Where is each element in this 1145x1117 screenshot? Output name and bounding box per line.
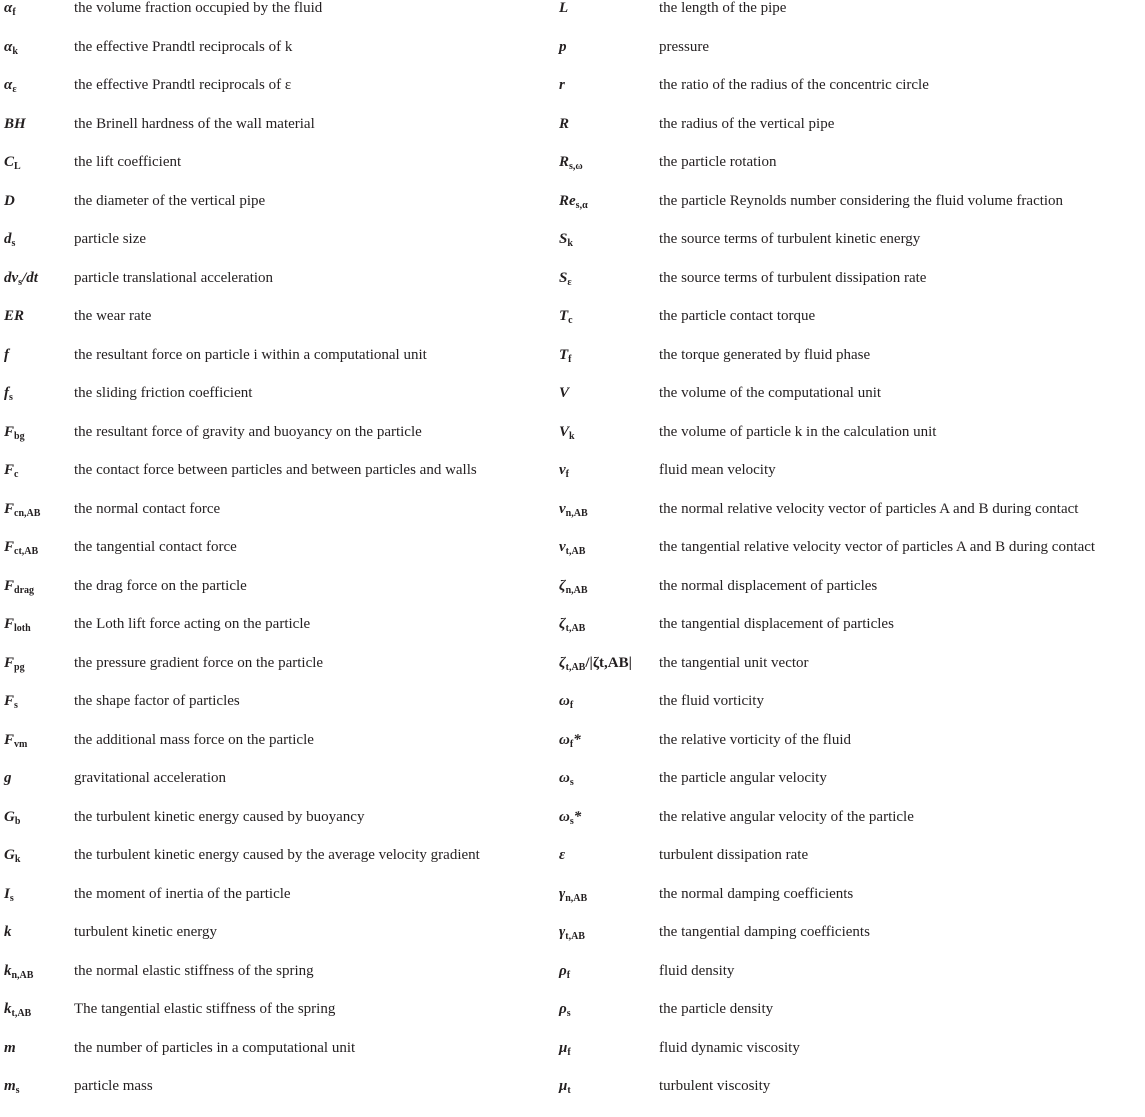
symbol-subscript: k bbox=[569, 430, 575, 442]
symbol bbox=[559, 732, 581, 748]
symbol-subscript: s bbox=[14, 700, 18, 711]
nomenclature-row bbox=[555, 809, 1145, 848]
symbol-base: dv bbox=[4, 269, 19, 286]
nomenclature-row bbox=[0, 231, 555, 270]
nomenclature-row bbox=[0, 539, 555, 578]
symbol bbox=[4, 116, 26, 132]
symbol-description: the contact force between particles and between particles and walls bbox=[74, 462, 477, 478]
symbol-base: T bbox=[559, 346, 569, 363]
symbol-subscript: ε bbox=[567, 276, 572, 288]
symbol-description: the particle contact torque bbox=[659, 308, 816, 324]
symbol-subscript: t,AB bbox=[565, 546, 586, 557]
symbol bbox=[4, 501, 40, 517]
symbol bbox=[4, 1078, 20, 1094]
symbol bbox=[4, 616, 31, 632]
nomenclature-row bbox=[555, 732, 1145, 771]
nomenclature-row bbox=[555, 886, 1145, 925]
symbol-base: F bbox=[4, 577, 15, 594]
symbol-subscript: bg bbox=[14, 430, 25, 442]
symbol-base: S bbox=[559, 269, 568, 286]
symbol bbox=[559, 886, 587, 902]
symbol bbox=[4, 347, 9, 363]
symbol-description: the shape factor of particles bbox=[74, 693, 240, 709]
symbol-base: γ bbox=[559, 885, 566, 902]
symbol-base: R bbox=[559, 154, 570, 170]
symbol-base: α bbox=[4, 38, 13, 55]
symbol-subscript: L bbox=[14, 161, 21, 172]
symbol-base: ω bbox=[559, 770, 570, 786]
nomenclature-row bbox=[555, 77, 1145, 116]
symbol-base: V bbox=[559, 385, 570, 401]
symbol bbox=[4, 193, 15, 209]
symbol-base: C bbox=[4, 154, 15, 170]
symbol-description: the length of the pipe bbox=[659, 0, 787, 16]
nomenclature-row bbox=[0, 655, 555, 694]
nomenclature-row bbox=[555, 347, 1145, 386]
symbol bbox=[4, 809, 20, 825]
nomenclature-row bbox=[555, 770, 1145, 809]
symbol-description: turbulent dissipation rate bbox=[659, 847, 809, 863]
nomenclature-row bbox=[0, 963, 555, 1002]
symbol-description: the turbulent kinetic energy caused by the average velocity gradient bbox=[74, 847, 480, 863]
nomenclature-row bbox=[555, 693, 1145, 732]
symbol bbox=[4, 539, 38, 555]
symbol-base: T bbox=[559, 308, 569, 324]
symbol-description: the resultant force of gravity and buoyancy on the particle bbox=[74, 423, 422, 440]
symbol-description: the tangential relative velocity vector of particles A and B during contact bbox=[659, 539, 1096, 555]
symbol-base: F bbox=[4, 616, 15, 632]
nomenclature-row bbox=[0, 809, 555, 848]
nomenclature-row bbox=[555, 616, 1145, 655]
symbol-base: m bbox=[4, 1078, 16, 1094]
symbol-base: S bbox=[559, 231, 568, 247]
symbol bbox=[559, 77, 565, 93]
symbol-base: α bbox=[4, 0, 13, 16]
symbol-description: the normal damping coefficients bbox=[659, 885, 854, 902]
symbol-base: m bbox=[4, 1039, 16, 1056]
nomenclature-row bbox=[0, 501, 555, 540]
symbol-subscript: t,AB bbox=[565, 661, 586, 673]
symbol-base: F bbox=[4, 539, 15, 555]
nomenclature-row bbox=[0, 39, 555, 78]
symbol-subscript: n,AB bbox=[11, 969, 34, 981]
symbol bbox=[559, 116, 569, 132]
symbol-subscript: b bbox=[14, 815, 21, 827]
symbol-description: fluid mean velocity bbox=[659, 462, 776, 478]
symbol-description: the additional mass force on the particle bbox=[74, 731, 314, 748]
nomenclature-row bbox=[0, 308, 555, 347]
symbol-suffix: * bbox=[573, 731, 581, 748]
symbol bbox=[559, 1001, 571, 1017]
symbol-base: v bbox=[559, 500, 566, 517]
symbol-base: ρ bbox=[559, 1001, 567, 1017]
symbol-subscript: f bbox=[567, 1046, 571, 1058]
symbol bbox=[559, 308, 573, 324]
symbol bbox=[559, 963, 570, 979]
symbol-subscript: s bbox=[9, 392, 13, 403]
nomenclature-row bbox=[555, 924, 1145, 963]
symbol-description: the resultant force on particle i within a computational unit bbox=[74, 346, 427, 363]
symbol-description: the volume fraction occupied by the fluid bbox=[74, 0, 323, 16]
symbol-description: fluid dynamic viscosity bbox=[659, 1039, 800, 1056]
symbol bbox=[559, 578, 588, 594]
symbol-suffix: /|ζt,AB| bbox=[585, 654, 632, 671]
symbol-description: particle mass bbox=[74, 1078, 153, 1094]
nomenclature-row bbox=[0, 924, 555, 963]
symbol bbox=[4, 231, 15, 247]
symbol-base: L bbox=[559, 0, 569, 16]
symbol-subscript: f bbox=[565, 469, 570, 480]
symbol-description: the particle density bbox=[659, 1001, 774, 1017]
symbol bbox=[559, 1078, 571, 1094]
symbol bbox=[559, 154, 583, 170]
symbol bbox=[559, 1040, 571, 1056]
nomenclature-row bbox=[555, 0, 1145, 39]
symbol-subscript: s bbox=[11, 238, 16, 249]
symbol-base: ω bbox=[559, 693, 570, 709]
symbol-subscript: ct,AB bbox=[14, 546, 39, 557]
symbol-subscript: cn,AB bbox=[14, 507, 41, 519]
symbol bbox=[559, 39, 567, 55]
symbol bbox=[559, 770, 574, 786]
symbol-subscript: f bbox=[12, 7, 16, 18]
symbol bbox=[4, 693, 18, 709]
symbol-base: γ bbox=[559, 924, 566, 940]
symbol-subscript: n,AB bbox=[565, 584, 588, 596]
symbol-description: the tangential unit vector bbox=[659, 654, 809, 671]
symbol-description: the particle rotation bbox=[659, 154, 777, 170]
symbol bbox=[4, 385, 13, 401]
nomenclature-row bbox=[555, 231, 1145, 270]
symbol-description: the drag force on the particle bbox=[74, 577, 247, 594]
nomenclature-row bbox=[555, 39, 1145, 78]
symbol-description: the torque generated by fluid phase bbox=[659, 346, 871, 363]
symbol-subscript: pg bbox=[14, 661, 25, 673]
symbol-description: the particle angular velocity bbox=[659, 770, 827, 786]
symbol bbox=[4, 270, 38, 286]
nomenclature-row bbox=[0, 462, 555, 501]
nomenclature-row bbox=[0, 693, 555, 732]
nomenclature-row bbox=[555, 963, 1145, 1002]
symbol bbox=[4, 0, 16, 16]
symbol-description: the fluid vorticity bbox=[659, 693, 764, 709]
symbol-base: k bbox=[4, 924, 12, 940]
symbol-subscript: s bbox=[18, 276, 23, 288]
nomenclature-row bbox=[0, 154, 555, 193]
symbol bbox=[4, 770, 12, 786]
symbol bbox=[4, 424, 25, 440]
symbol bbox=[559, 847, 565, 863]
symbol-subscript: loth bbox=[14, 623, 31, 634]
nomenclature-row bbox=[555, 501, 1145, 540]
symbol-subscript: s bbox=[569, 815, 574, 827]
symbol-description: particle size bbox=[74, 231, 147, 247]
nomenclature-row bbox=[0, 116, 555, 155]
symbol bbox=[4, 1040, 16, 1056]
symbol-base: d bbox=[4, 231, 12, 247]
symbol-base: v bbox=[559, 462, 566, 478]
symbol-subscript: f bbox=[569, 738, 574, 750]
symbol-description: the pressure gradient force on the particle bbox=[74, 654, 324, 671]
symbol bbox=[4, 847, 20, 863]
symbol-subscript: vm bbox=[14, 738, 28, 750]
symbol-subscript: c bbox=[14, 469, 19, 480]
symbol bbox=[4, 462, 18, 478]
nomenclature-row bbox=[0, 424, 555, 463]
symbol-description: the particle Reynolds number considering the fluid volume fraction bbox=[659, 192, 1064, 209]
symbol-base: k bbox=[4, 962, 12, 979]
symbol-description: fluid density bbox=[659, 962, 735, 979]
symbol-subscript: t bbox=[567, 1085, 571, 1096]
symbol bbox=[559, 193, 588, 209]
symbol-description: gravitational acceleration bbox=[74, 770, 226, 786]
nomenclature-row bbox=[0, 847, 555, 886]
symbol-description: the wear rate bbox=[74, 308, 152, 324]
nomenclature-row bbox=[0, 193, 555, 232]
symbol-subscript: s bbox=[566, 1008, 571, 1019]
symbol-subscript: f bbox=[569, 700, 574, 711]
symbol-description: turbulent kinetic energy bbox=[74, 924, 218, 940]
symbol-description: particle translational acceleration bbox=[74, 269, 274, 286]
symbol-base: F bbox=[4, 423, 15, 440]
symbol bbox=[4, 655, 25, 671]
nomenclature-row bbox=[555, 116, 1145, 155]
nomenclature-row bbox=[555, 308, 1145, 347]
nomenclature-row bbox=[0, 77, 555, 116]
symbol-description: the normal relative velocity vector of particles A and B during contact bbox=[659, 500, 1079, 517]
nomenclature-row bbox=[555, 539, 1145, 578]
nomenclature-row bbox=[0, 1078, 555, 1117]
symbol bbox=[4, 963, 33, 979]
symbol-base: ζ bbox=[559, 616, 566, 632]
symbol-base: ER bbox=[4, 308, 25, 324]
symbol-description: the effective Prandtl reciprocals of k bbox=[74, 38, 293, 55]
symbol bbox=[4, 924, 12, 940]
symbol-subscript: f bbox=[568, 353, 572, 365]
symbol-base: f bbox=[4, 346, 9, 363]
symbol-description: the ratio of the radius of the concentric circle bbox=[659, 77, 929, 93]
symbol-subscript: n,AB bbox=[565, 507, 588, 519]
symbol-subscript: ε bbox=[12, 84, 17, 95]
symbol-description: the number of particles in a computational unit bbox=[74, 1039, 356, 1056]
nomenclature-row bbox=[0, 578, 555, 617]
symbol-subscript: n,AB bbox=[565, 892, 588, 904]
symbol-description: the normal displacement of particles bbox=[659, 577, 878, 594]
nomenclature-row bbox=[0, 347, 555, 386]
symbol-base: v bbox=[559, 539, 566, 555]
symbol-base: r bbox=[559, 77, 565, 93]
nomenclature-row bbox=[555, 1078, 1145, 1117]
symbol-subscript: s bbox=[15, 1085, 20, 1096]
nomenclature-row bbox=[555, 1001, 1145, 1040]
symbol-subscript: k bbox=[567, 238, 573, 249]
symbol-base: I bbox=[4, 885, 10, 902]
symbol-base: f bbox=[4, 385, 9, 401]
symbol bbox=[559, 693, 573, 709]
symbol-base: F bbox=[4, 693, 15, 709]
symbol-description: the volume of particle k in the calculation unit bbox=[659, 423, 937, 440]
symbol-base: D bbox=[4, 192, 15, 209]
symbol-description: the Loth lift force acting on the particle bbox=[74, 616, 311, 632]
symbol-subscript: s,ω bbox=[569, 161, 583, 172]
nomenclature-row bbox=[555, 578, 1145, 617]
nomenclature-row bbox=[0, 0, 555, 39]
symbol-subscript: s bbox=[569, 777, 574, 788]
nomenclature-row bbox=[555, 1040, 1145, 1079]
nomenclature-row bbox=[0, 886, 555, 925]
symbol-subscript: s,α bbox=[575, 199, 588, 211]
nomenclature-row bbox=[0, 270, 555, 309]
symbol-description: the source terms of turbulent kinetic energy bbox=[659, 231, 921, 247]
symbol-base: F bbox=[4, 731, 15, 748]
symbol-base: F bbox=[4, 500, 15, 517]
symbol bbox=[559, 924, 585, 940]
symbol bbox=[559, 0, 568, 16]
symbol-base: ω bbox=[559, 731, 570, 748]
symbol-base: k bbox=[4, 1001, 12, 1017]
nomenclature-row bbox=[555, 154, 1145, 193]
symbol-description: the diameter of the vertical pipe bbox=[74, 192, 266, 209]
symbol-base: G bbox=[4, 808, 15, 825]
symbol-description: the moment of inertia of the particle bbox=[74, 885, 291, 902]
symbol-description: the relative vorticity of the fluid bbox=[659, 731, 852, 748]
symbol-base: ω bbox=[559, 808, 570, 825]
nomenclature-row bbox=[0, 1040, 555, 1079]
symbol-subscript: t,AB bbox=[11, 1008, 32, 1019]
symbol bbox=[559, 347, 572, 363]
symbol bbox=[559, 616, 585, 632]
symbol-base: ζ bbox=[559, 654, 566, 671]
symbol-description: the tangential damping coefficients bbox=[659, 924, 870, 940]
symbol-description: pressure bbox=[659, 38, 709, 55]
nomenclature-row bbox=[0, 385, 555, 424]
symbol-description: the sliding friction coefficient bbox=[74, 385, 253, 401]
symbol-description: the volume of the computational unit bbox=[659, 385, 882, 401]
symbol-description: the turbulent kinetic energy caused by buoyancy bbox=[74, 808, 365, 825]
symbol bbox=[559, 539, 585, 555]
symbol bbox=[4, 1001, 31, 1017]
symbol-base: F bbox=[4, 462, 15, 478]
symbol-base: ε bbox=[559, 847, 566, 863]
symbol-subscript: f bbox=[566, 969, 571, 981]
nomenclature-row bbox=[0, 770, 555, 809]
nomenclature-row bbox=[555, 462, 1145, 501]
nomenclature-row bbox=[555, 655, 1145, 694]
symbol-subscript: c bbox=[568, 315, 573, 326]
symbol-subscript: k bbox=[12, 45, 18, 57]
symbol-subscript: k bbox=[14, 854, 21, 865]
symbol bbox=[4, 578, 34, 594]
symbol-base: μ bbox=[559, 1078, 568, 1094]
symbol-base: BH bbox=[4, 115, 26, 132]
symbol bbox=[4, 39, 18, 55]
symbol-description: the source terms of turbulent dissipation rate bbox=[659, 269, 927, 286]
nomenclature-row bbox=[0, 616, 555, 655]
nomenclature-row bbox=[555, 193, 1145, 232]
symbol bbox=[559, 501, 588, 517]
symbol-description: the normal elastic stiffness of the spring bbox=[74, 962, 314, 979]
symbol-base: α bbox=[4, 77, 13, 93]
symbol-description: The tangential elastic stiffness of the spring bbox=[74, 1001, 336, 1017]
symbol-subscript: t,AB bbox=[565, 931, 585, 942]
nomenclature-row bbox=[555, 270, 1145, 309]
symbol-suffix: * bbox=[573, 808, 582, 825]
symbol bbox=[559, 462, 569, 478]
symbol-base: p bbox=[559, 38, 567, 55]
symbol-base: F bbox=[4, 654, 15, 671]
symbol-description: the normal contact force bbox=[74, 500, 221, 517]
symbol-description: the effective Prandtl reciprocals of ε bbox=[74, 77, 292, 93]
nomenclature-row bbox=[555, 385, 1145, 424]
symbol-description: the tangential displacement of particles bbox=[659, 616, 894, 632]
symbol-description: the radius of the vertical pipe bbox=[659, 115, 835, 132]
symbol-base: Re bbox=[559, 192, 576, 209]
symbol-base: μ bbox=[559, 1039, 568, 1056]
symbol-description: the lift coefficient bbox=[74, 154, 182, 170]
nomenclature-row bbox=[555, 424, 1145, 463]
symbol bbox=[4, 732, 27, 748]
symbol-description: the tangential contact force bbox=[74, 539, 237, 555]
nomenclature-row bbox=[0, 1001, 555, 1040]
symbol-subscript: s bbox=[9, 892, 14, 904]
symbol-base: R bbox=[559, 115, 570, 132]
symbol-description: the relative angular velocity of the particle bbox=[659, 808, 914, 825]
symbol bbox=[559, 424, 575, 440]
symbol-description: the Brinell hardness of the wall material bbox=[74, 115, 315, 132]
symbol-base: ρ bbox=[559, 962, 567, 979]
symbol bbox=[559, 809, 581, 825]
nomenclature-row bbox=[0, 732, 555, 771]
symbol bbox=[559, 231, 573, 247]
symbol bbox=[559, 385, 569, 401]
symbol-base: g bbox=[4, 770, 12, 786]
symbol-suffix: /dt bbox=[22, 269, 38, 286]
symbol-base: G bbox=[4, 847, 15, 863]
symbol bbox=[4, 308, 24, 324]
symbol bbox=[559, 270, 572, 286]
symbol-subscript: drag bbox=[14, 584, 35, 596]
symbol-description: turbulent viscosity bbox=[659, 1078, 771, 1094]
symbol-base: V bbox=[559, 423, 570, 440]
symbol-base: ζ bbox=[559, 577, 566, 594]
symbol bbox=[4, 154, 21, 170]
symbol bbox=[4, 886, 14, 902]
nomenclature-row bbox=[555, 847, 1145, 886]
symbol bbox=[559, 655, 632, 671]
symbol-subscript: t,AB bbox=[565, 623, 586, 634]
symbol bbox=[4, 77, 17, 93]
